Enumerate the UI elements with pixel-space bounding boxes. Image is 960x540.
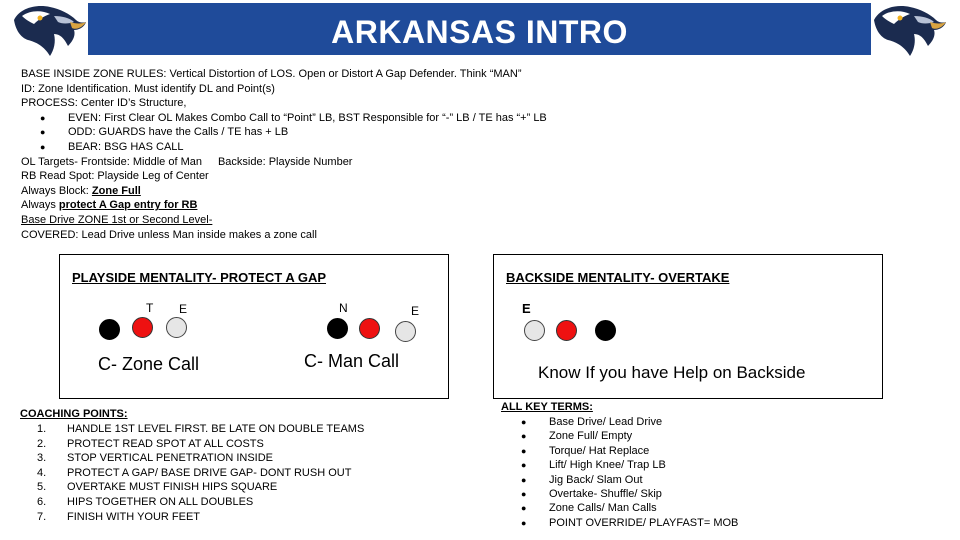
rules-line-base: BASE INSIDE ZONE RULES: Vertical Distortion of LOS. Open or Distort A Gap Defender. Think “MAN” (21, 68, 522, 80)
always-protect-value: protect A Gap entry for RB (58, 199, 198, 212)
ol-targets-backside: Backside: Playside Number (217, 155, 353, 168)
man-call-label: C- Man Call (304, 351, 400, 371)
coaching-points-heading: COACHING POINTS: (20, 408, 128, 420)
process-bullet-bear: ● BEAR: BSG HAS CALL (21, 140, 547, 155)
key-term: ● Overtake- Shuffle/ Skip (521, 487, 738, 501)
rules-line-process: PROCESS: Center ID’s Structure, (21, 97, 187, 110)
playside-title: PLAYSIDE MENTALITY- PROTECT A GAP (72, 270, 327, 285)
backside-title: BACKSIDE MENTALITY- OVERTAKE (506, 270, 730, 285)
coaching-point: 1. HANDLE 1ST LEVEL FIRST. BE LATE ON DOUBLE TEAMS (37, 423, 365, 435)
coaching-point: 5. OVERTAKE MUST FINISH HIPS SQUARE (37, 481, 278, 494)
coaching-point: 6. HIPS TOGETHER ON ALL DOUBLES (37, 495, 254, 508)
man-center-player (327, 318, 348, 339)
man-label-e: E (411, 304, 420, 318)
title-bar (88, 3, 871, 55)
key-term: ● Zone Full/ Empty (521, 429, 738, 443)
eagle-logo-right-icon (870, 2, 948, 58)
zone-label-t: T (146, 301, 154, 315)
page-title: ARKANSAS INTRO (331, 13, 628, 50)
man-end-player (395, 321, 416, 342)
rules-line-always-block (21, 184, 547, 199)
key-terms-list (521, 415, 738, 530)
zone-call-label: C- Zone Call (98, 354, 200, 374)
rules-line-covered: COVERED: Lead Drive unless Man inside makes a zone call (21, 228, 317, 241)
playside-mentality-box (59, 254, 449, 399)
always-block-prefix: Always Block: (21, 184, 92, 197)
backside-label-e: E (522, 301, 531, 316)
ol-targets-frontside: OL Targets- Frontside: Middle of Man (21, 155, 202, 168)
zone-guard-player (132, 317, 153, 338)
always-protect-prefix: Always (21, 199, 59, 212)
coaching-point: 2. PROTECT READ SPOT AT ALL COSTS (37, 437, 264, 450)
rules-line-id: ID: Zone Identification. Must identify DL and Point(s) (21, 82, 275, 95)
key-term: ● POINT OVERRIDE/ PLAYFAST= MOB (521, 516, 738, 530)
backside-help-label: Know If you have Help on Backside (538, 363, 806, 382)
key-term: ● Jig Back/ Slam Out (521, 473, 738, 487)
rules-line-rb-read: RB Read Spot: Playside Leg of Center (21, 170, 209, 183)
always-block-value: Zone Full (91, 184, 141, 197)
man-guard-player (359, 318, 380, 339)
process-bullet-list (21, 111, 547, 155)
man-label-n: N (339, 301, 348, 315)
coaching-point: 7. FINISH WITH YOUR FEET (37, 510, 201, 523)
process-bullet-even: ● EVEN: First Clear OL Makes Combo Call to “Point” LB, BST Responsible for “-” LB / TE has “+” LB (21, 111, 547, 126)
key-term: ● Zone Calls/ Man Calls (521, 501, 738, 515)
coaching-point: 3. STOP VERTICAL PENETRATION INSIDE (37, 452, 273, 465)
backside-guard-player (595, 320, 616, 341)
rules-line-base-drive: Base Drive ZONE 1st or Second Level- (21, 213, 213, 226)
backside-end-player (524, 320, 545, 341)
rules-line-always-protect (21, 198, 547, 213)
key-term: ● Base Drive/ Lead Drive (521, 415, 738, 429)
zone-rules-section (21, 67, 547, 242)
rules-line-ol-targets (21, 155, 547, 170)
coaching-points-list (37, 422, 364, 524)
zone-label-e: E (179, 302, 188, 316)
zone-center-player (99, 319, 120, 340)
key-terms-heading: ALL KEY TERMS: (501, 401, 593, 413)
backside-mentality-box (493, 254, 883, 399)
key-term: ● Torque/ Hat Replace (521, 444, 738, 458)
key-term: ● Lift/ High Knee/ Trap LB (521, 458, 738, 472)
eagle-logo-left-icon (10, 2, 88, 58)
process-bullet-odd: ● ODD: GUARDS have the Calls / TE has + LB (21, 125, 547, 140)
coaching-point: 4. PROTECT A GAP/ BASE DRIVE GAP- DONT RUSH OUT (37, 466, 352, 479)
zone-end-player (166, 317, 187, 338)
backside-tackle-player (556, 320, 577, 341)
